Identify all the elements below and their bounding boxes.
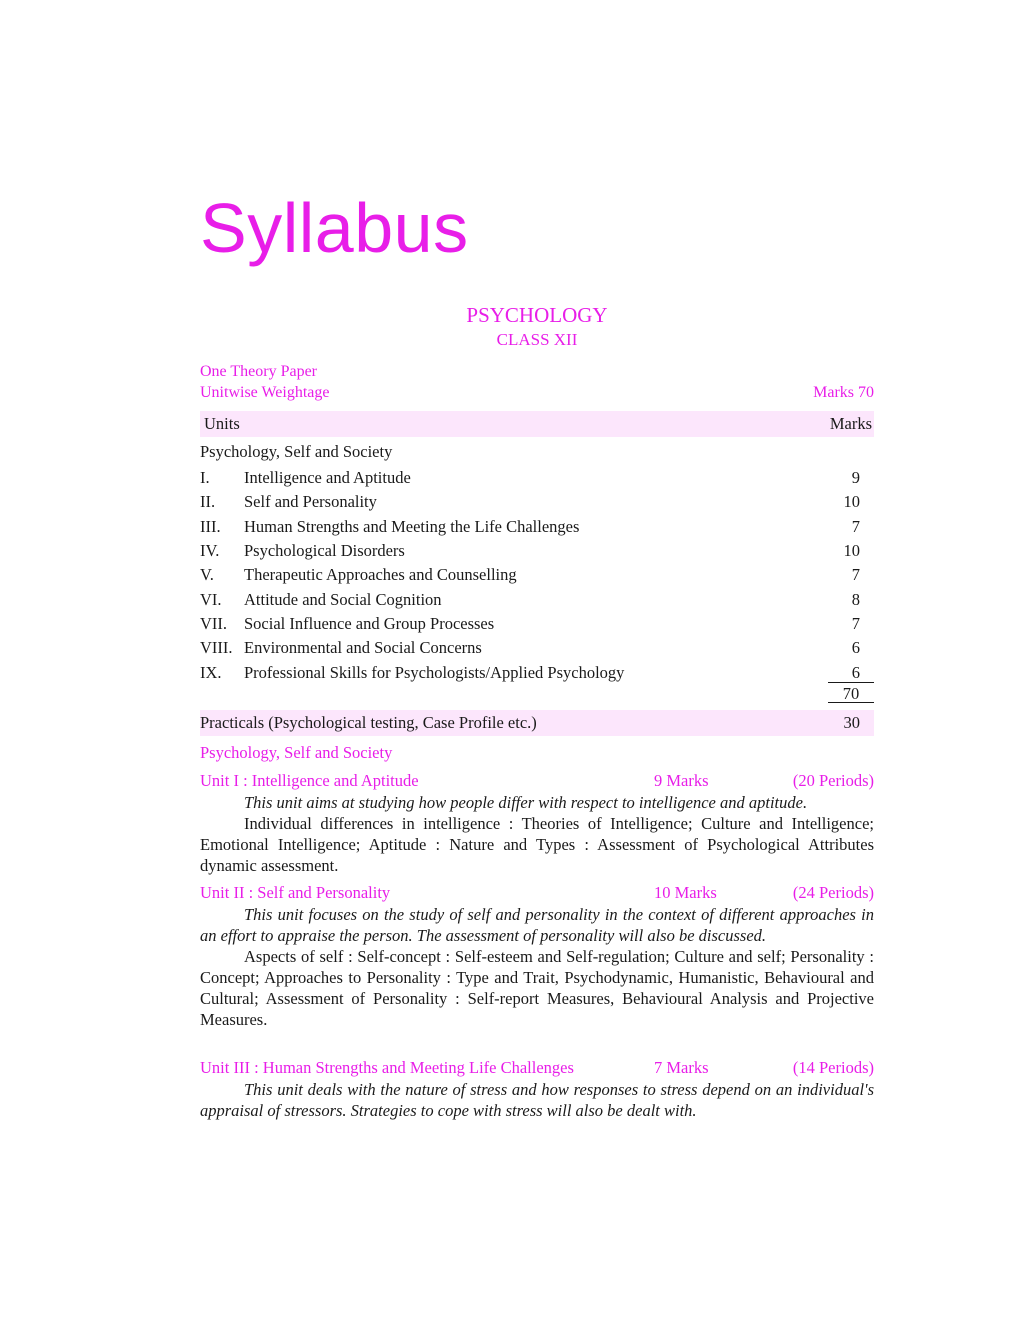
total-marks: 70 xyxy=(828,682,874,703)
unit-row xyxy=(200,563,874,587)
unit-number: IX. xyxy=(200,662,222,682)
unit-title: Attitude and Social Cognition xyxy=(244,589,442,609)
unit-number: II. xyxy=(200,492,216,512)
unit-detail-header xyxy=(200,770,874,792)
unit-number: VII. xyxy=(200,613,228,633)
unit-marks: 6 xyxy=(851,638,860,658)
unit-marks: 6 xyxy=(851,662,860,682)
weightage-label: Unitwise Weightage xyxy=(200,384,330,401)
unit-marks: 7 xyxy=(851,613,860,633)
unit-aim-text: This unit focuses on the study of self and personality in the context of different approaches in an effort to appraise the person. The assessment of personality will also be discussed. xyxy=(200,905,874,945)
practicals-marks: 30 xyxy=(843,713,860,732)
unit-marks: 10 xyxy=(843,492,860,512)
unit-title: Professional Skills for Psychologists/Applied Psychology xyxy=(244,662,625,682)
unit-title: Therapeutic Approaches and Counselling xyxy=(244,565,517,585)
unit-detail-marks: 10 Marks xyxy=(654,883,717,902)
unit-marks: 10 xyxy=(843,541,860,561)
unit-title: Self and Personality xyxy=(244,492,377,512)
unit-detail-heading: Unit III : Human Strengths and Meeting Life Challenges xyxy=(200,1058,574,1077)
unit-detail-3 xyxy=(200,1057,874,1121)
unit-row xyxy=(200,587,874,611)
unit-marks: 7 xyxy=(851,516,860,536)
unit-row xyxy=(200,636,874,660)
unit-detail-2 xyxy=(200,882,874,1030)
unit-detail-header xyxy=(200,882,874,904)
unit-detail-periods: (24 Periods) xyxy=(792,883,874,902)
unit-row xyxy=(200,490,874,514)
practicals-row xyxy=(200,710,874,736)
unit-detail-periods: (14 Periods) xyxy=(792,1058,874,1077)
unit-marks: 7 xyxy=(851,565,860,585)
unit-number: VI. xyxy=(200,589,222,609)
unit-detail-heading: Unit II : Self and Personality xyxy=(200,883,391,902)
group-title: Psychology, Self and Society xyxy=(200,442,393,461)
unit-detail-marks: 7 Marks xyxy=(654,1058,709,1077)
unit-detail-marks: 9 Marks xyxy=(654,771,709,790)
unit-detail-periods: (20 Periods) xyxy=(792,771,874,790)
unit-title: Psychological Disorders xyxy=(244,541,405,561)
unit-aim-text: This unit aims at studying how people differ with respect to intelligence and aptitude. xyxy=(244,793,808,812)
practicals-label: Practicals (Psychological testing, Case Profile etc.) xyxy=(200,713,537,732)
unit-title: Social Influence and Group Processes xyxy=(244,613,495,633)
unit-aim-text: This unit deals with the nature of stress and how responses to stress depend on an individual's appraisal of stressors. Strategies to cope with stress will also be dealt with. xyxy=(200,1080,874,1120)
weightage-marks: Marks 70 xyxy=(813,384,874,401)
unit-title: Intelligence and Aptitude xyxy=(244,468,411,488)
unit-title: Environmental and Social Concerns xyxy=(244,638,482,658)
units-header-label: Units xyxy=(204,414,240,433)
unit-content: Aspects of self : Self-concept : Self-esteem and Self-regulation; Culture and self; Personality : Concept; Approaches to Personality : Type and Trait, Psychodynamic, Humanistic, Behavioural and Cultural; Assessment of Personality : Self-report Measures, Behavioural Analysis and Projective Measures. xyxy=(200,947,874,1029)
unit-number: V. xyxy=(200,565,214,585)
unit-number: IV. xyxy=(200,541,220,561)
unit-number: I. xyxy=(200,468,210,488)
unit-list xyxy=(200,466,874,685)
unit-aim xyxy=(200,904,874,946)
unit-detail-heading: Unit I : Intelligence and Aptitude xyxy=(200,771,419,790)
unit-number: III. xyxy=(200,516,221,536)
class-title: CLASS XII xyxy=(496,330,578,349)
unit-row xyxy=(200,612,874,636)
unit-detail-1 xyxy=(200,770,874,876)
unit-row xyxy=(200,466,874,490)
unit-row xyxy=(200,660,874,684)
unit-aim xyxy=(200,792,874,813)
unit-title: Human Strengths and Meeting the Life Challenges xyxy=(244,516,580,536)
unit-number: VIII. xyxy=(200,638,233,658)
unit-content: Individual differences in intelligence : Theories of Intelligence; Culture and Intelligence; Emotional Intelligence; Aptitude : Nature and Types : Assessment of Psychological Attributes dynamic assessment. xyxy=(200,814,874,875)
units-table-header xyxy=(200,411,874,437)
marks-header-label: Marks xyxy=(829,414,872,433)
weightage-row xyxy=(200,383,874,403)
subject-title: PSYCHOLOGY xyxy=(466,303,608,327)
unit-aim xyxy=(200,1079,874,1121)
unit-row xyxy=(200,539,874,563)
unit-marks: 8 xyxy=(851,589,860,609)
unit-row xyxy=(200,515,874,539)
paper-label: One Theory Paper xyxy=(200,363,317,380)
page-title: Syllabus xyxy=(200,189,469,267)
unit-detail-header xyxy=(200,1057,874,1079)
section-title: Psychology, Self and Society xyxy=(200,743,393,762)
unit-marks: 9 xyxy=(851,468,860,488)
